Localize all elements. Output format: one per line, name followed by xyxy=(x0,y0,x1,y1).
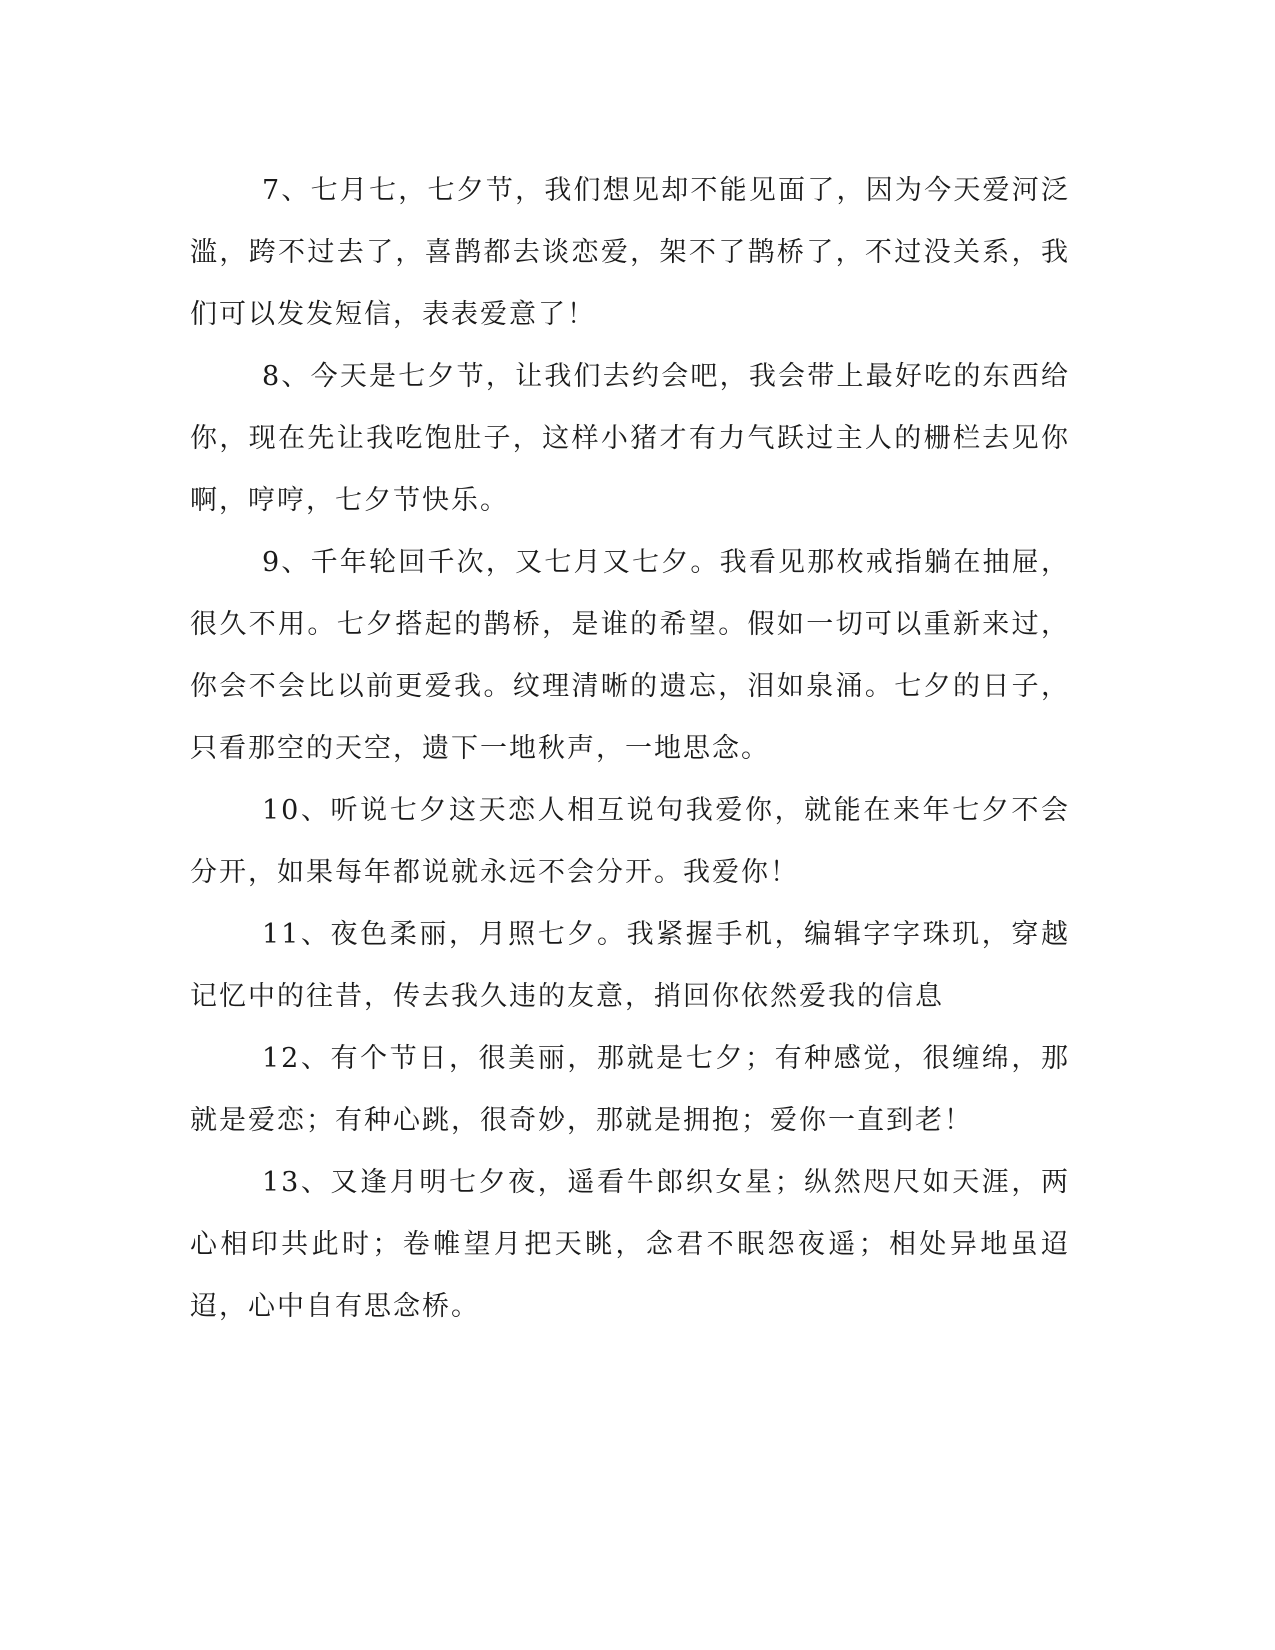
paragraph-8: 8、今天是七夕节，让我们去约会吧，我会带上最好吃的东西给你，现在先让我吃饱肚子，这样小猪才有力气跃过主人的栅栏去见你啊，哼哼，七夕节快乐。 xyxy=(190,361,1070,516)
paragraph-13: 13、又逢月明七夕夜，遥看牛郎织女星；纵然咫尺如天涯，两心相印共此时；卷帷望月把天眺，念君不眠怨夜遥；相处异地虽迢迢，心中自有思念桥。 xyxy=(190,1167,1070,1322)
paragraph-12: 12、有个节日，很美丽，那就是七夕；有种感觉，很缠绵，那就是爱恋；有种心跳，很奇妙，那就是拥抱；爱你一直到老！ xyxy=(190,1043,1070,1136)
paragraph-9: 9、千年轮回千次，又七月又七夕。我看见那枚戒指躺在抽屉，很久不用。七夕搭起的鹊桥，是谁的希望。假如一切可以重新来过，你会不会比以前更爱我。纹理清晰的遗忘，泪如泉涌。七夕的日子，只看那空的天空，遗下一地秋声，一地思念。 xyxy=(190,547,1070,764)
paragraph-10: 10、听说七夕这天恋人相互说句我爱你，就能在来年七夕不会分开，如果每年都说就永远不会分开。我爱你！ xyxy=(190,795,1070,888)
document-body xyxy=(190,160,1070,1338)
paragraph-11: 11、夜色柔丽，月照七夕。我紧握手机，编辑字字珠玑，穿越记忆中的往昔，传去我久违的友意，捎回你依然爱我的信息 xyxy=(190,919,1070,1012)
paragraph-7: 7、七月七，七夕节，我们想见却不能见面了，因为今天爱河泛滥，跨不过去了，喜鹊都去谈恋爱，架不了鹊桥了，不过没关系，我们可以发发短信，表表爱意了！ xyxy=(190,175,1070,330)
